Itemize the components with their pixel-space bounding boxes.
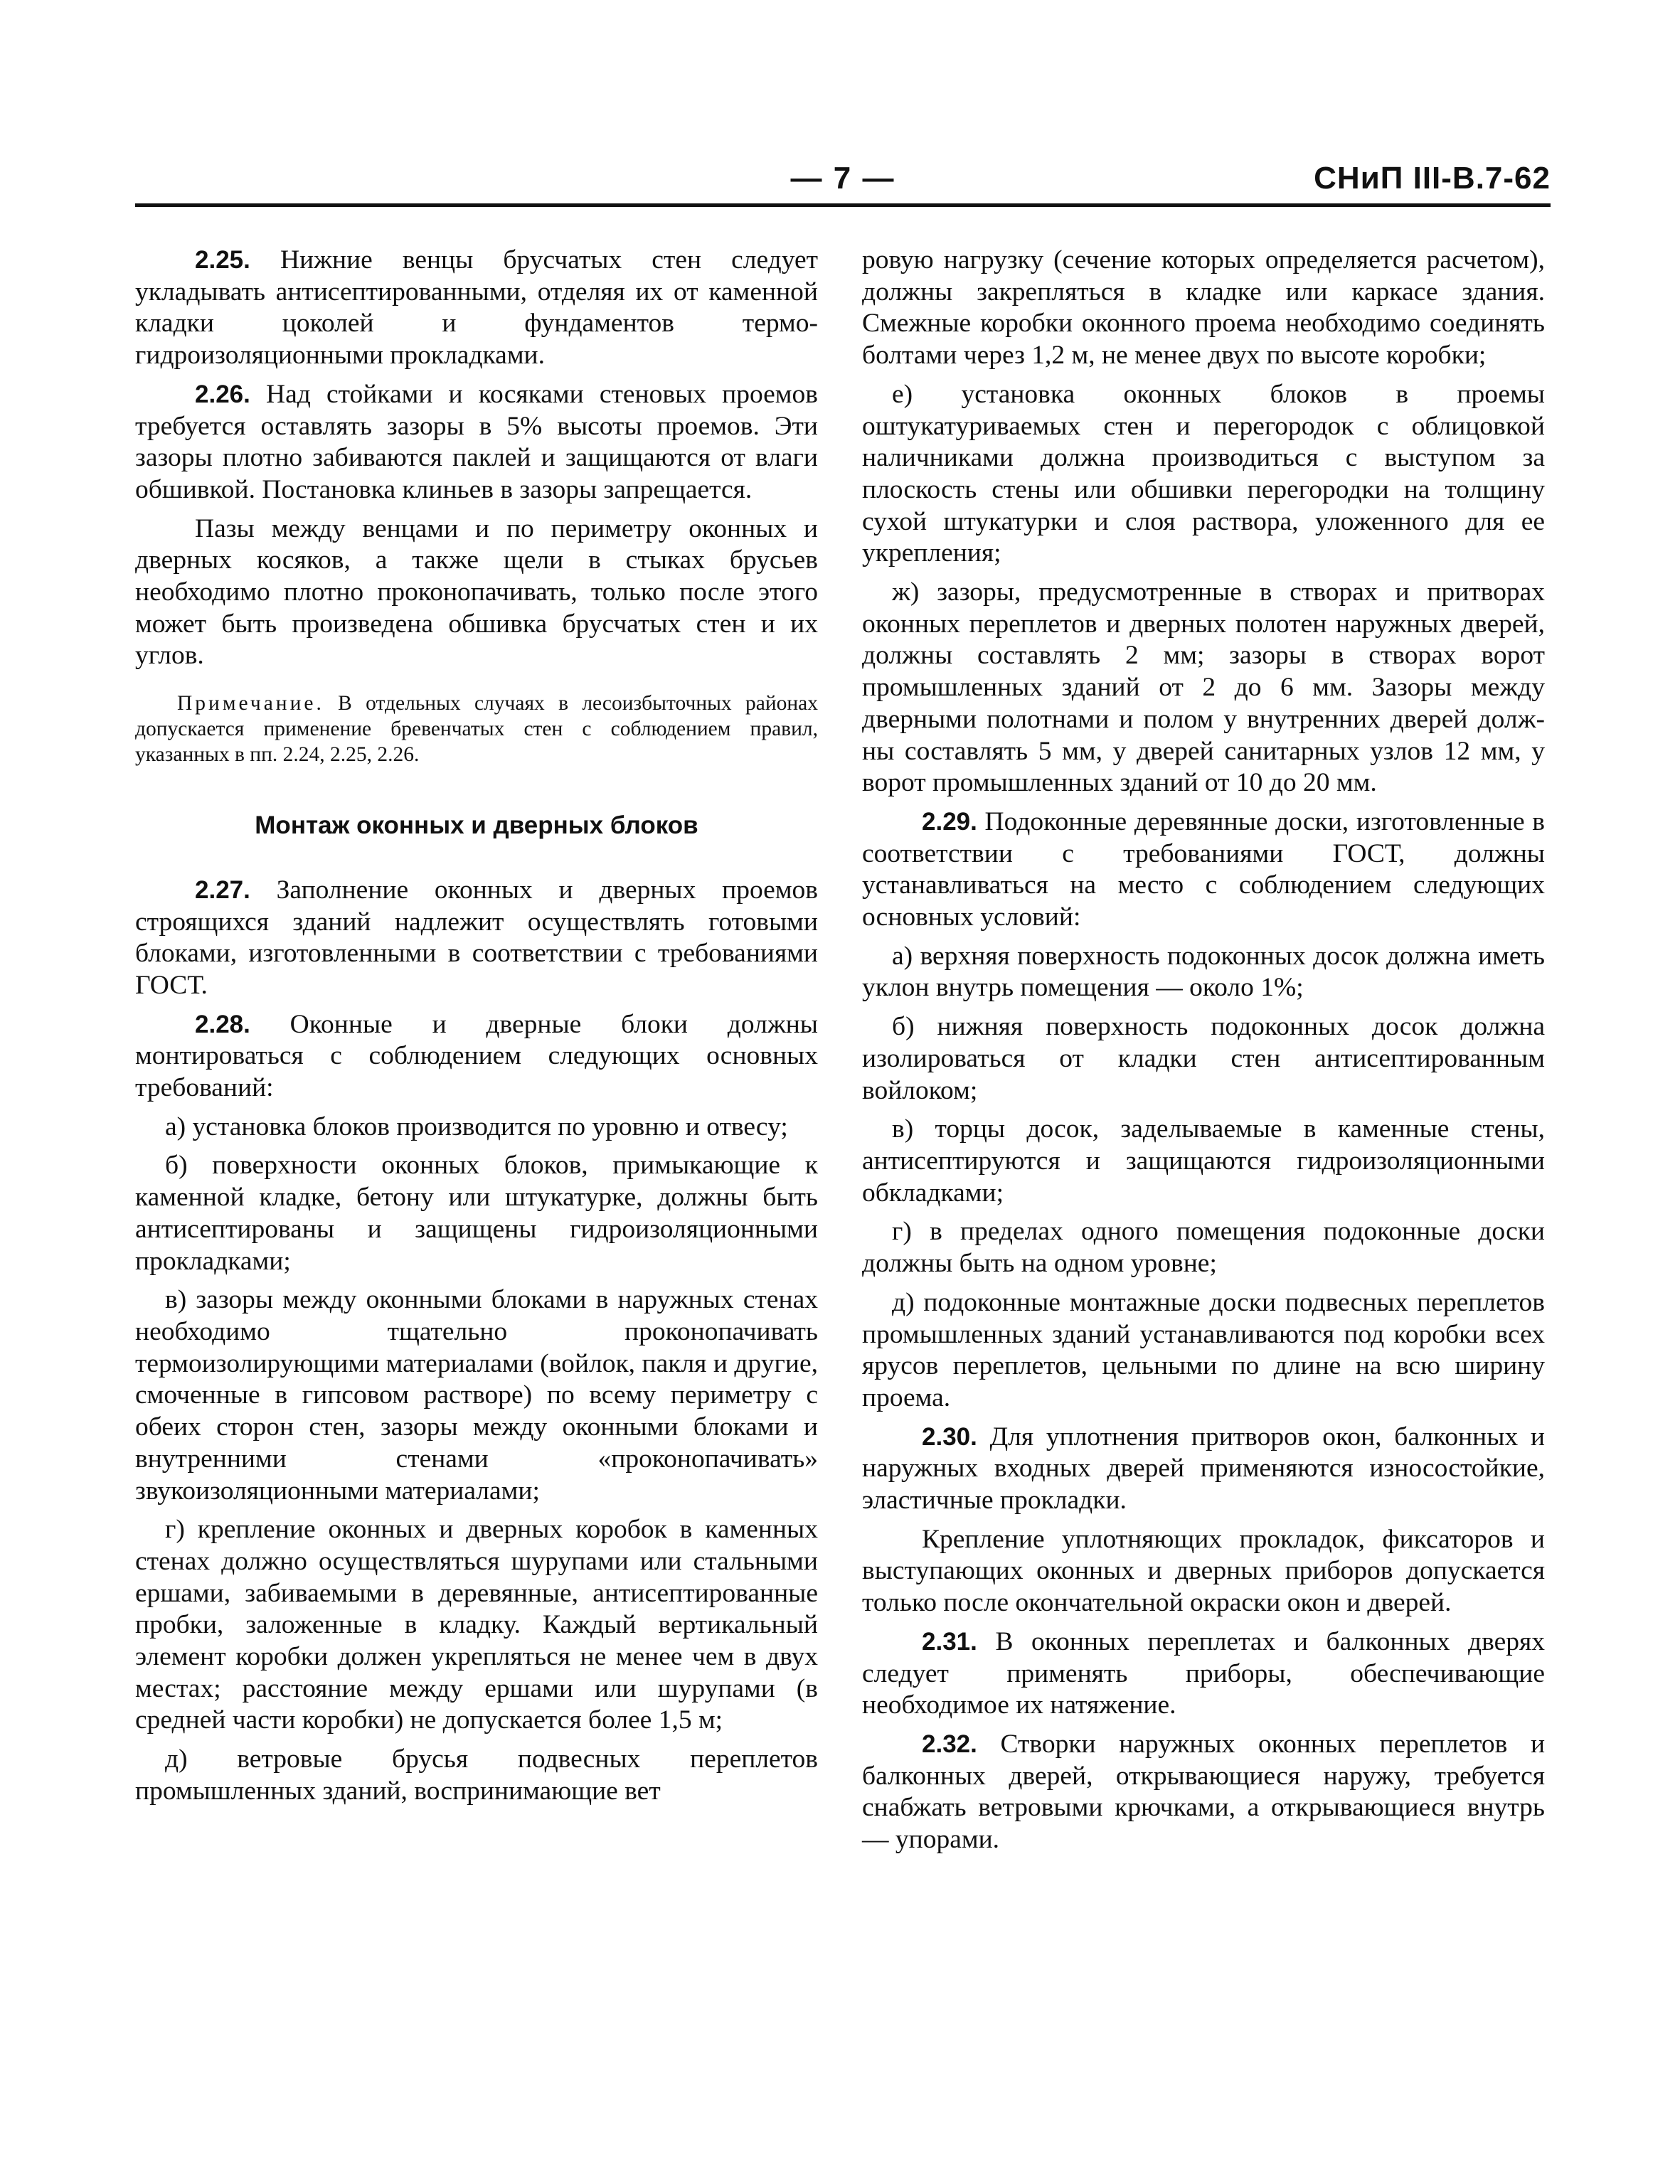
clause-2-32 (862, 1729, 1545, 1856)
clause-number: 2.31. (922, 1627, 977, 1656)
clause-2-28-item-d-continued: ровую нагрузку (сечение которых определяется расчетом), должны закрепляться в кладке или каркасе здания. Смежные коробки оконного проема необходимо соединять болтами через 1,2 м, не менее двух по высоте коробки; (862, 245, 1545, 371)
clause-2-27 (135, 875, 818, 1002)
clause-number: 2.26. (195, 380, 250, 408)
left-column (135, 245, 818, 1815)
clause-2-30 (862, 1422, 1545, 1517)
right-column (862, 245, 1545, 1863)
clause-2-29-item-d: д) подоконные монтажные доски подвесных переплетов промышленных зданий устанавливаются под коробки всех ярусов переплетов, цельными по длине на всю ширину проема. (862, 1287, 1545, 1412)
clause-text: В оконных переплетах и балконных дверях следует применять приборы, обеспечивающие необходимое их натяжение. (862, 1626, 1546, 1720)
clause-2-31 (862, 1626, 1545, 1722)
clause-2-28-item-d: д) ветровые брусья подвесных переплетов промышленных зданий, воспринимающие вет (135, 1744, 818, 1806)
clause-2-28-item-v: в) зазоры между оконными блоками в наружных стенах необходимо тщательно проконопачивать термоизолирующими материалами (войлок, пакля и другие, смоченные в гипсовом растворе) по всему периметру с обеих сторон стен, зазоры между оконными блоками и внутренними стенами «проконопачивать» звукоизоляционными материалами; (135, 1285, 818, 1506)
clause-2-29-item-v: в) торцы досок, заделываемые в каменные стены, антисептируются и защищаются гидроизоляционными обкладками; (862, 1114, 1545, 1208)
note (135, 691, 818, 767)
clause-number: 2.25. (195, 246, 250, 274)
clause-text: Для уплотнения притворов окон, балконных и наружных входных дверей применяются износостойкие, эластичные прокладки. (862, 1422, 1545, 1516)
clause-2-30-continued: Крепление уплотняющих прокладок, фиксаторов и выступающих оконных и дверных приборов допускается только после окончательной окраски окон и дверей. (862, 1524, 1545, 1618)
clause-text: Подоконные деревянные доски, изготовленные в соответствии с требованиями ГОСТ, должны устанавливаться на место с соблюдением следующих основных условий: (862, 806, 1545, 932)
clause-number: 2.28. (195, 1010, 250, 1038)
clause-text: Заполнение оконных и дверных проемов строящихся зданий надлежит осуществлять готовыми блоками, изготовленными в соответствии с требованиями ГОСТ. (135, 875, 819, 1000)
section-heading: Монтаж оконных и дверных блоков (255, 811, 698, 840)
clause-2-28 (135, 1009, 818, 1104)
clause-2-28-item-a: а) установка блоков производится по уровню и отвесу; (165, 1112, 788, 1141)
clause-text: Створки наружных оконных переплетов и балконных дверей, открывающиеся наружу, требуется снабжать ветровыми крючками, а открывающиеся внутрь — упорами. (862, 1729, 1546, 1855)
clause-text: Оконные и дверные блоки должны монтироваться с соблюдением следующих основных требований: (135, 1009, 818, 1103)
document-code: СНиП III-В.7-62 (1314, 161, 1551, 196)
clause-2-29-item-b: б) нижняя поверхность подоконных досок должна изолироваться от кладки стен антисептированным войлоком; (862, 1012, 1545, 1105)
clause-text: Нижние венцы брусчатых стен следует укладывать антисептированными, отделяя их от каменной кладки цоколей и фундаментов термо-гидроизоляционными прокладками. (135, 245, 818, 371)
clause-number: 2.29. (922, 807, 977, 836)
clause-number: 2.30. (922, 1422, 977, 1451)
clause-number: 2.32. (922, 1730, 977, 1758)
clause-2-28-item-zh: ж) зазоры, предусмотренные в створах и притворах оконных переплетов и дверных полотен наружных дверей, должны составлять 2 мм; зазоры в створах ворот промышленных зданий от 2 до 6 мм. Зазоры между дверными полотнами и полом у внутренних дверей должны составлять 5 мм, у дверей санитарных узлов 12 мм, у ворот промышленных зданий от 10 до 20 мм. (862, 577, 1545, 798)
clause-number: 2.27. (195, 875, 250, 904)
clause-2-26 (135, 379, 818, 506)
note-text: В отдельных случаях в лесоизбыточных районах допускается применение бревенчатых стен с соблюдением правил, указанных в пп. 2.24, 2.25, 2.26. (135, 692, 818, 767)
page-number: — 7 — (790, 161, 895, 196)
note-label: Примечание. (177, 692, 324, 715)
clause-2-28-item-g: г) крепление оконных и дверных коробок в каменных стенах должно осуществляться шурупами или стальными ершами, забиваемыми в деревянные, антисептированные пробки, заложенные в кладку. Каждый вертикальный элемент коробки должен укрепляться не менее чем в двух местах; расстояние между ершами или шурупами (в средней части коробки) не допускается более 1,5 м; (135, 1515, 818, 1735)
clause-2-28-item-e: е) установка оконных блоков в проемы оштукатуриваемых стен и перегородок с облицовкой наличниками должна производиться с выступом за плоскость стены или обшивки перегородки на толщину сухой штукатурки и слоя раствора, уложенного для ее укрепления; (862, 379, 1545, 568)
clause-2-26-continued: Пазы между венцами и по периметру оконных и дверных косяков, а также щели в стыках брусьев необходимо плотно проконопачивать, только после этого может быть произведена обшивка брусчатых стен и их углов. (135, 513, 818, 671)
clause-2-25 (135, 245, 818, 372)
clause-2-29-item-g: г) в пределах одного помещения подоконные доски должны быть на одном уровне; (862, 1217, 1545, 1279)
clause-2-28-item-b: б) поверхности оконных блоков, примыкающие к каменной кладке, бетону или штукатурке, должны быть антисептированы и защищены гидроизоляционными прокладками; (135, 1151, 818, 1276)
header-rule (135, 203, 1551, 207)
clause-text: Над стойками и косяками стеновых проемов требуется оставлять зазоры в 5% высоты проемов. Эти зазоры плотно забиваются паклей и защищаются от влаги обшивкой. Постановка клиньев в зазоры запрещается. (135, 379, 818, 504)
clause-2-29-item-a: а) верхняя поверхность подоконных досок должна иметь уклон внутрь помещения — около 1%; (862, 941, 1545, 1003)
clause-2-29 (862, 806, 1545, 934)
